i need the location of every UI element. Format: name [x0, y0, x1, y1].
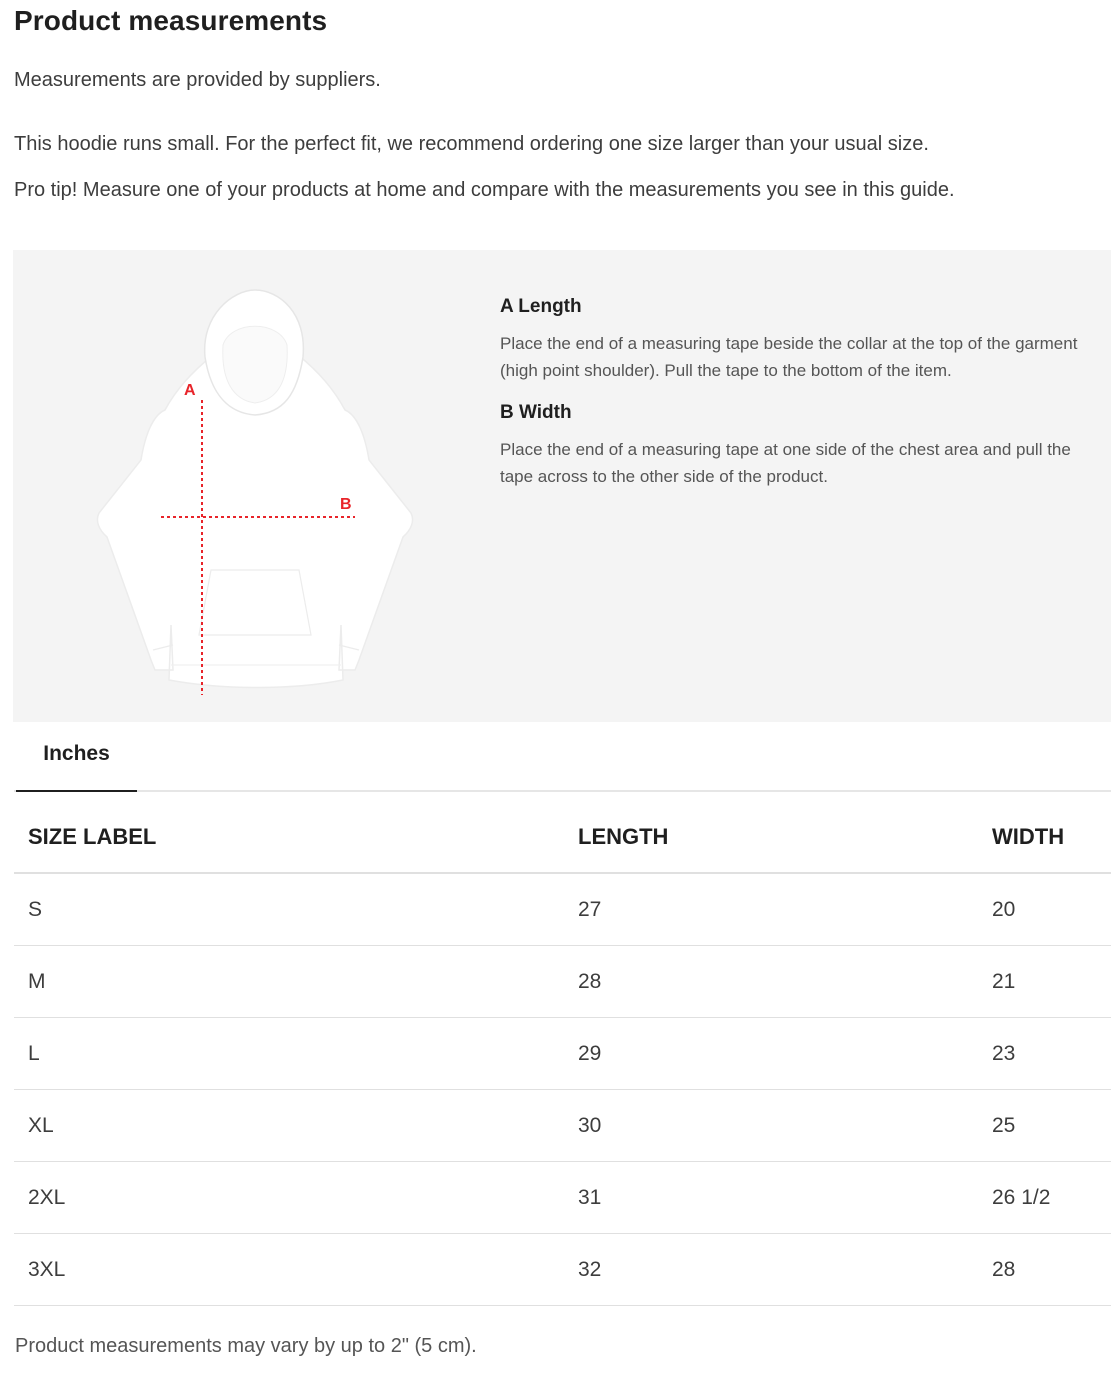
width-title: B Width — [500, 402, 572, 423]
measurement-guide — [13, 250, 1111, 722]
length-cell: 30 — [564, 1090, 978, 1162]
tab-inches[interactable]: Inches — [16, 722, 137, 792]
width-cell: 21 — [978, 946, 1111, 1018]
width-cell: 26 1/2 — [978, 1162, 1111, 1234]
size-table — [14, 802, 1111, 1306]
length-title: A Length — [500, 296, 582, 317]
length-description: Place the end of a measuring tape beside the collar at the top of the garment (high point shoulder). Pull the tape to the bottom of the item. — [500, 334, 1078, 380]
marker-b: B — [340, 496, 352, 513]
measurement-descriptions — [500, 296, 1100, 490]
size-cell: L — [14, 1018, 564, 1090]
hoodie-pocket — [199, 570, 311, 635]
size-cell: XL — [14, 1090, 564, 1162]
header-size-label: SIZE LABEL — [14, 802, 564, 873]
table-header-row — [14, 802, 1111, 873]
width-cell: 20 — [978, 873, 1111, 946]
header-width: WIDTH — [978, 802, 1111, 873]
table-row — [14, 873, 1111, 946]
size-cell: M — [14, 946, 564, 1018]
table-row — [14, 1162, 1111, 1234]
length-cell: 32 — [564, 1234, 978, 1306]
size-cell: 3XL — [14, 1234, 564, 1306]
table-row — [14, 1090, 1111, 1162]
supplier-note: Measurements are provided by suppliers. — [14, 69, 381, 91]
hoodie-diagram — [93, 285, 423, 700]
pro-tip: Pro tip! Measure one of your products at home and compare with the measurements you see in this guide. — [14, 179, 955, 201]
length-cell: 29 — [564, 1018, 978, 1090]
unit-tabs — [14, 722, 1111, 792]
length-cell: 31 — [564, 1162, 978, 1234]
table-row — [14, 1018, 1111, 1090]
marker-a: A — [184, 382, 196, 399]
header-length: LENGTH — [564, 802, 978, 873]
size-cell: 2XL — [14, 1162, 564, 1234]
size-cell: S — [14, 873, 564, 946]
width-cell: 28 — [978, 1234, 1111, 1306]
width-description: Place the end of a measuring tape at one side of the chest area and pull the tape across to the other side of the product. — [500, 440, 1071, 486]
page-title: Product measurements — [14, 5, 328, 36]
measurement-footnote: Product measurements may vary by up to 2" (5 cm). — [15, 1335, 477, 1357]
table-row — [14, 946, 1111, 1018]
length-cell: 28 — [564, 946, 978, 1018]
width-cell: 25 — [978, 1090, 1111, 1162]
width-cell: 23 — [978, 1018, 1111, 1090]
length-cell: 27 — [564, 873, 978, 946]
table-row — [14, 1234, 1111, 1306]
fit-note: This hoodie runs small. For the perfect fit, we recommend ordering one size larger than your usual size. — [14, 133, 929, 155]
